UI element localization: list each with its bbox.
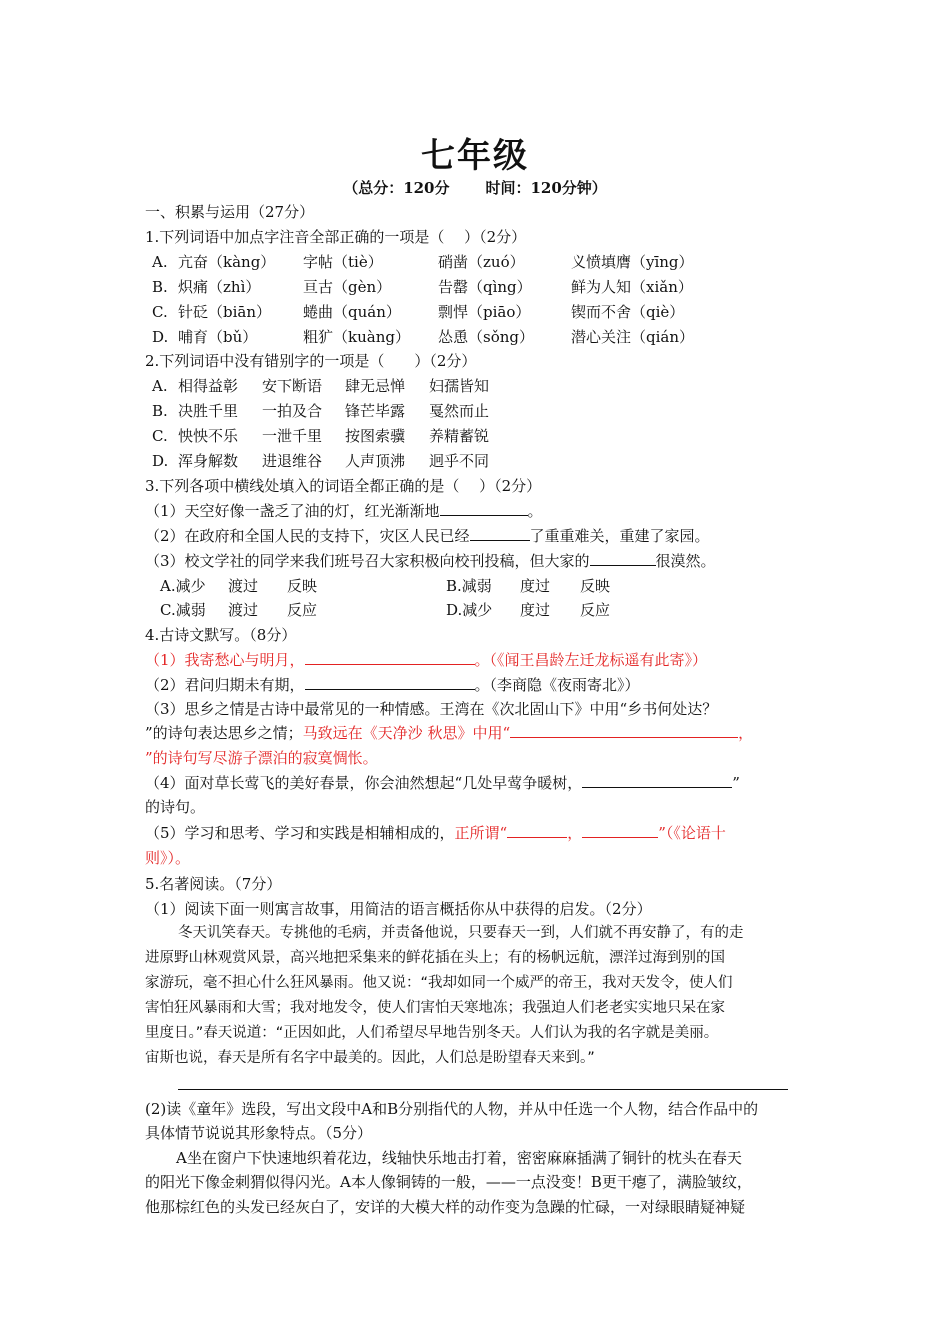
q2-b-w3: 锋芒毕露 [345, 402, 406, 420]
q5-part2-a: (2)读《童年》选段，写出文段中A和B分别指代的人物，并从中任选一个人物，结合作品中的 [145, 1100, 759, 1118]
fable-line: 冬天讥笑春天。专挑他的毛病，并责备他说，只要春天一到，人们就不再安静了，有的走 [178, 925, 744, 941]
exam-time: 时间：120分钟） [485, 179, 607, 197]
q3-sentence-1 [145, 501, 543, 521]
q2-c-w1: 怏怏不乐 [178, 427, 239, 445]
q4-line-5b: 则》）。 [145, 849, 191, 867]
q2-a-w4: 妇孺皆知 [429, 377, 490, 395]
page-title: 七年级 [421, 136, 529, 176]
answer-blank[interactable] [507, 823, 567, 838]
q4-l3-text: ”的诗句表达思乡之情； [145, 724, 303, 742]
q3-s3-text: （3）校文学社的同学来我们班号召大家积极向校刊投稿，但大家的 [145, 552, 590, 570]
answer-blank[interactable] [510, 723, 738, 738]
answer-blank[interactable] [305, 650, 475, 665]
q1-b-w1: 炽痛（zhì） [178, 278, 261, 296]
total-score: （总分：120分 [343, 179, 450, 197]
q3-a-w1: A.减少 [160, 577, 206, 595]
q1-b-w4: 鲜为人知（xiǎn） [571, 278, 693, 296]
q4-l4-quote: ” [732, 774, 740, 792]
passage-line: A坐在窗户下快速地织着花边，线轴快乐地击打着，密密麻麻插满了铜针的枕头在春天 [176, 1149, 742, 1167]
q1-b-letter: B. [152, 278, 168, 296]
q2-b-w2: 一拍及合 [262, 402, 323, 420]
q2-c-w4: 养精蓄锐 [429, 427, 490, 445]
q4-l5-comma: ， [567, 824, 583, 842]
q2-c-w3: 按图索骥 [345, 427, 406, 445]
q3-s1-end: 。 [527, 502, 543, 520]
q5-part2-b: 具体情节说说其形象特点。（5分） [145, 1124, 373, 1142]
q4-l5-source: ”（《论语十 [658, 824, 726, 842]
q4-l4-text: （4）面对草长莺飞的美好春景，你会油然想起“几处早莺争暖树， [145, 774, 583, 792]
q1-a-w1: 亢奋（kàng） [178, 253, 276, 271]
q4-line-5 [145, 823, 726, 843]
answer-blank[interactable] [582, 773, 732, 788]
q1-a-w3: 硝凿（zuó） [438, 253, 525, 271]
q4-l5-red: 正所谓“ [454, 824, 508, 842]
q4-line-2 [145, 675, 640, 695]
q2-b-w4: 戛然而止 [429, 402, 490, 420]
q3-d-w3: 反应 [580, 601, 611, 619]
answer-blank[interactable] [470, 526, 530, 541]
q3-s3-end: 很漠然。 [655, 552, 716, 570]
q1-c-w3: 剽悍（piāo） [438, 303, 531, 321]
q4-line-4b: 的诗句。 [145, 798, 206, 816]
q2-d-w4: 迥乎不同 [429, 452, 490, 470]
passage-line: 的阳光下像金刺猬似得闪光。A本人像铜铸的一般，——一点没变！B更干瘪了，满脸皱纹， [145, 1173, 752, 1191]
section-heading: 一、积累与运用（27分） [145, 203, 315, 221]
q4-line-1 [145, 650, 707, 670]
q2-c-w2: 一泄千里 [262, 427, 323, 445]
q2-d-w3: 人声顶沸 [345, 452, 406, 470]
q2-d-w2: 进退维谷 [262, 452, 323, 470]
q1-d-w4: 潜心关注（qián） [571, 328, 695, 346]
q2-d-w1: 浑身解数 [178, 452, 239, 470]
q5-stem: 5.名著阅读。（7分） [145, 875, 282, 893]
passage-line: 他那棕红色的头发已经灰白了，安详的大模大样的动作变为急躁的忙碌，一对绿眼睛疑神疑 [145, 1198, 746, 1216]
q3-c-w1: C.减弱 [160, 601, 206, 619]
q1-d-w2: 粗犷（kuàng） [303, 328, 410, 346]
q4-l3-comma: ， [738, 724, 754, 742]
q2-a-w1: 相得益彰 [178, 377, 239, 395]
answer-blank[interactable] [305, 675, 475, 690]
q1-d-w1: 哺育（bǔ） [178, 328, 258, 346]
q4-line-3b [145, 723, 753, 743]
q1-c-letter: C. [152, 303, 168, 321]
q3-sentence-2 [145, 526, 710, 546]
q1-b-w3: 告罄（qìng） [438, 278, 532, 296]
q1-a-w4: 义愤填膺（yīng） [571, 253, 694, 271]
q3-c-w3: 反应 [287, 601, 318, 619]
q3-b-w2: 度过 [520, 577, 551, 595]
answer-blank[interactable] [582, 823, 658, 838]
q4-line-3a: （3）思乡之情是古诗中最常见的一种情感。王湾在《次北固山下》中用“乡书何处达？ [145, 700, 718, 718]
q4-line-3c: ”的诗句写尽游子漂泊的寂寞惆怅。 [145, 749, 378, 767]
q3-s2-end: 了重重难关，重建了家园。 [529, 527, 710, 545]
answer-blank[interactable] [440, 501, 528, 516]
q3-d-w1: D.减少 [446, 601, 493, 619]
q4-l1-source: 。（《闻王昌龄左迁龙标遥有此寄》） [474, 651, 708, 669]
q3-b-w1: B.减弱 [446, 577, 492, 595]
q1-c-w4: 锲而不舍（qiè） [571, 303, 685, 321]
q5-part1: （1）阅读下面一则寓言故事，用简洁的语言概括你从中获得的启发。（2分） [145, 900, 652, 918]
q3-b-w3: 反映 [580, 577, 611, 595]
fable-line: 宙斯也说，春天是所有名字中最美的。因此，人们总是盼望春天来到。” [145, 1050, 595, 1066]
q3-s1-text: （1）天空好像一盏乏了油的灯，红光渐渐地 [145, 502, 440, 520]
q3-c-w2: 渡过 [228, 601, 259, 619]
q3-a-w2: 渡过 [228, 577, 259, 595]
q1-stem: 1.下列词语中加点字注音全部正确的一项是（ ）（2分） [145, 228, 527, 246]
q2-b-w1: 决胜千里 [178, 402, 239, 420]
q4-l2-text: （2）君问归期未有期， [145, 676, 305, 694]
fable-line: 家游玩，毫不担心什么狂风暴雨。他又说：“我却如同一个威严的帝王，我对天发令，使人们 [145, 975, 733, 991]
q1-d-letter: D. [152, 328, 169, 346]
fable-line: 进原野山林观赏风景，高兴地把采集来的鲜花插在头上；有的杨帆远航，漂洋过海到别的国 [145, 950, 725, 966]
q4-l5-text: （5）学习和思考、学习和实践是相辅相成的， [145, 824, 455, 842]
q1-b-w2: 亘古（gèn） [303, 278, 392, 296]
q1-a-w2: 字帖（tiè） [303, 253, 383, 271]
q2-a-w2: 安下断语 [262, 377, 323, 395]
q3-stem: 3.下列各项中横线处填入的词语全都正确的是（ ）（2分） [145, 477, 542, 495]
q4-l1-text: （1）我寄愁心与明月， [145, 651, 305, 669]
q2-b-letter: B. [152, 402, 168, 420]
q3-sentence-3 [145, 551, 716, 571]
q2-c-letter: C. [152, 427, 168, 445]
q2-a-letter: A. [152, 377, 168, 395]
q2-stem: 2.下列词语中没有错别字的一项是（ ）（2分） [145, 352, 477, 370]
q4-line-4 [145, 773, 740, 793]
q2-d-letter: D. [152, 452, 169, 470]
q4-l2-source: 。（李商隐《夜雨寄北》） [474, 676, 640, 694]
q1-a-letter: A. [152, 253, 168, 271]
answer-line[interactable] [178, 1089, 788, 1090]
q1-c-w2: 蜷曲（quán） [303, 303, 401, 321]
fable-line: 害怕狂风暴雨和大雪；我对地发令，使人们害怕天寒地冻；我强迫人们老老实实地只呆在家 [145, 1000, 725, 1016]
q3-a-w3: 反映 [287, 577, 318, 595]
answer-blank[interactable] [590, 551, 656, 566]
q4-l3-red-text: 马致远在《天净沙 秋思》中用“ [302, 724, 511, 742]
exam-subtitle [0, 177, 950, 198]
q3-s2-text: （2）在政府和全国人民的支持下，灾区人民已经 [145, 527, 470, 545]
q1-c-w1: 针砭（biān） [178, 303, 272, 321]
q4-stem: 4.古诗文默写。（8分） [145, 626, 297, 644]
q3-d-w2: 度过 [520, 601, 551, 619]
fable-line: 里度日。”春天说道：“正因如此，人们希望尽早地告别冬天。人们认为我的名字就是美丽。 [145, 1025, 719, 1041]
q1-d-w3: 怂恿（sǒng） [438, 328, 534, 346]
q2-a-w3: 肆无忌惮 [345, 377, 406, 395]
